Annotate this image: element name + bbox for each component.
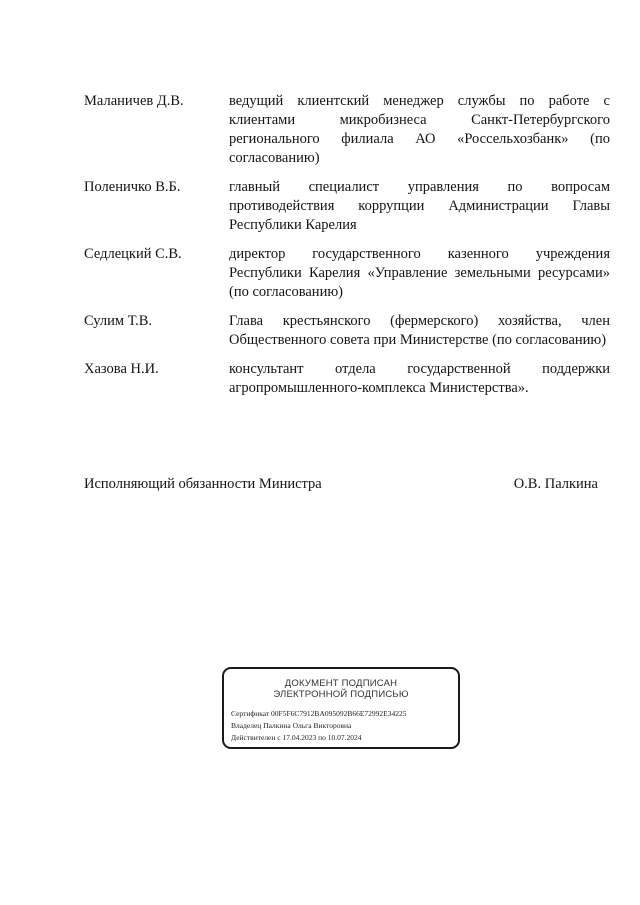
member-role: Глава крестьянского (фермерского) хозяйства, член Общественного совета при Министерстве (по согласованию) bbox=[229, 313, 610, 348]
signature-block bbox=[84, 475, 598, 494]
member-role: консультант отдела государственной поддержки агропромышленного-комплекса Министерства». bbox=[229, 361, 610, 396]
member-name: Маланичев Д.В. bbox=[84, 93, 184, 109]
member-name: Хазова Н.И. bbox=[84, 361, 159, 377]
member-row bbox=[84, 360, 610, 398]
member-role: ведущий клиентский менеджер службы по работе с клиентами микробизнеса Санкт-Петербургского регионального филиала АО «Россельхозбанк» (по согласованию) bbox=[229, 93, 610, 166]
member-row bbox=[84, 92, 610, 168]
member-row bbox=[84, 178, 610, 235]
member-name: Поленичко В.Б. bbox=[84, 179, 181, 195]
signatory-name: О.В. Палкина bbox=[513, 476, 598, 492]
member-name: Седлецкий С.В. bbox=[84, 246, 182, 262]
stamp-certificate: Сертификат 00F5F6C7912BA095092B66E72992E34225 bbox=[231, 709, 407, 718]
stamp-validity: Действителен с 17.04.2023 по 10.07.2024 bbox=[231, 733, 362, 742]
stamp-title-line: ЭЛЕКТРОННОЙ ПОДПИСЬЮ bbox=[273, 689, 409, 700]
member-row bbox=[84, 312, 610, 350]
signatory-position: Исполняющий обязанности Министра bbox=[84, 476, 322, 492]
member-name: Сулим Т.В. bbox=[84, 313, 153, 329]
stamp-title-line: ДОКУМЕНТ ПОДПИСАН bbox=[284, 678, 398, 689]
stamp-owner: Владелец Палкина Ольга Викторовна bbox=[231, 721, 352, 730]
stamp-details bbox=[224, 708, 458, 744]
stamp-title bbox=[224, 678, 458, 700]
committee-member-list bbox=[84, 92, 610, 398]
member-role: директор государственного казенного учреждения Республики Карелия «Управление земельными ресурсами» (по согласованию) bbox=[229, 246, 610, 300]
electronic-signature-stamp bbox=[222, 667, 460, 749]
member-row bbox=[84, 245, 610, 302]
member-role: главный специалист управления по вопросам противодействия коррупции Администрации Главы Республики Карелия bbox=[229, 179, 610, 233]
